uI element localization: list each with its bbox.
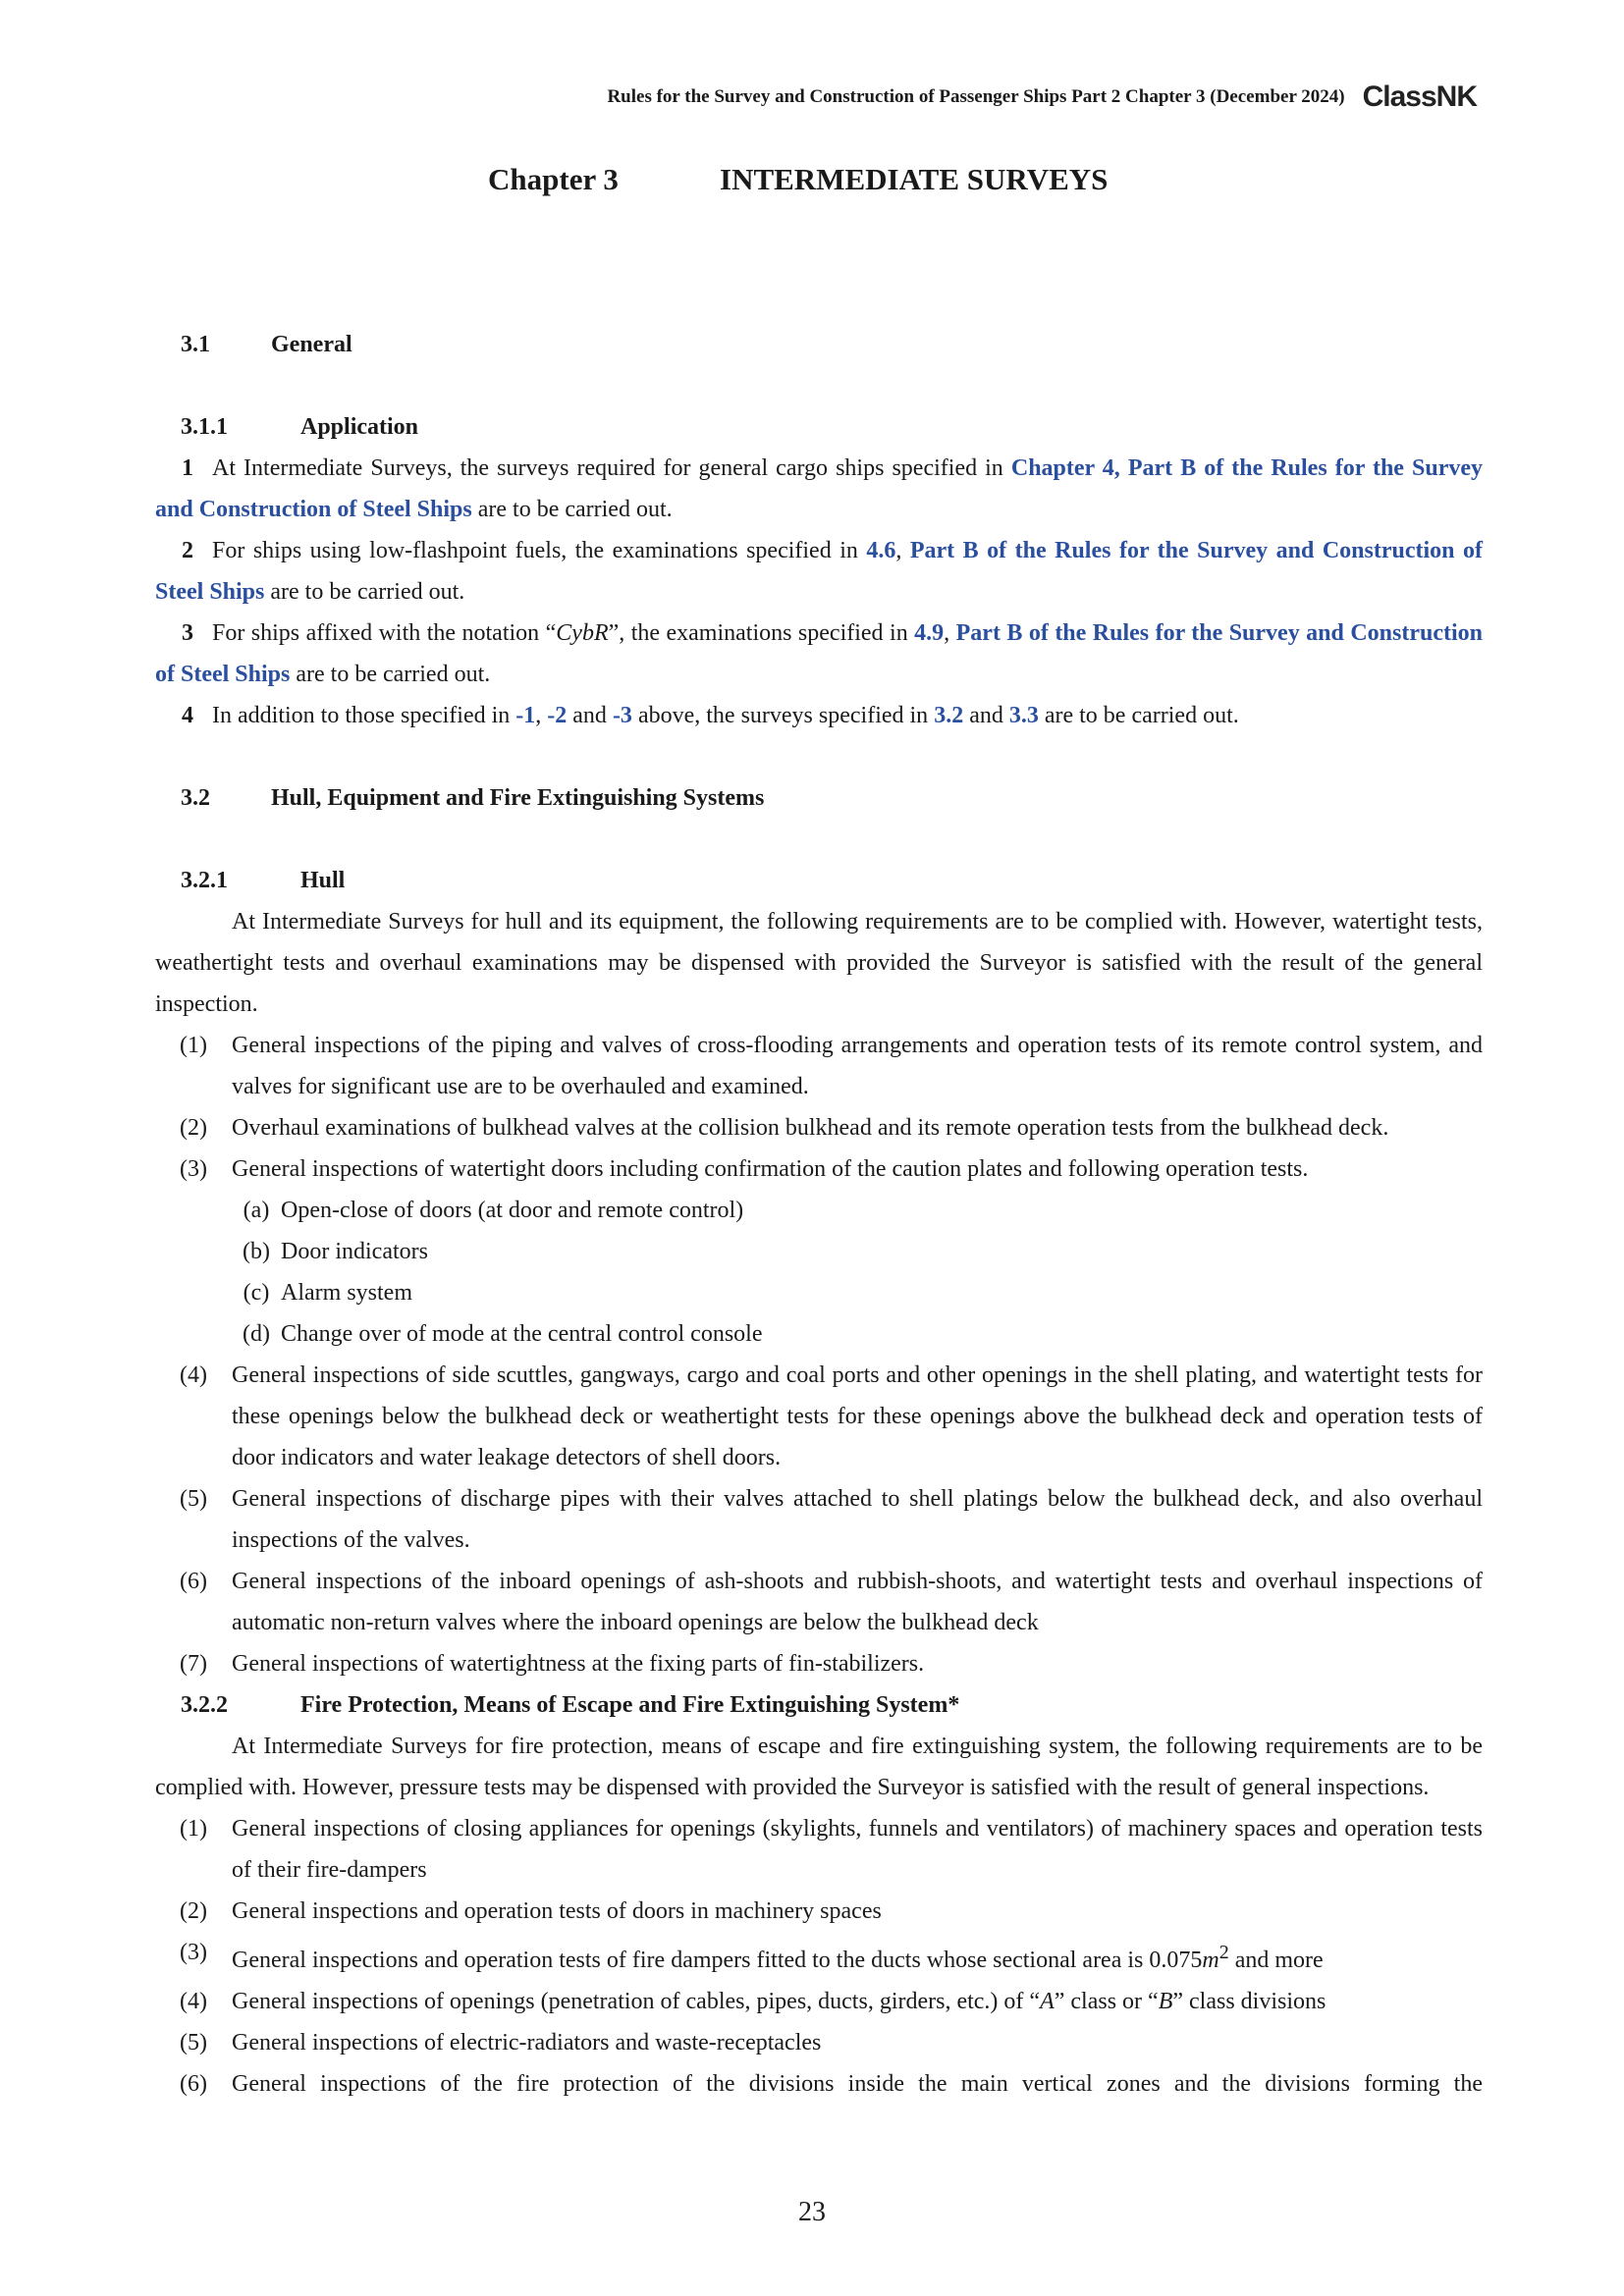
subsection-title: Fire Protection, Means of Escape and Fire Extinguishing System* — [300, 1692, 960, 1718]
intro-paragraph: At Intermediate Surveys for hull and its equipment, the following requirements are to be complied with. However, watertight tests, weathertight tests and overhaul examinations may be dispensed with provided the Surveyor is satisfied with the result of the general inspection. — [155, 909, 1483, 1017]
paragraph-number: 2 — [182, 538, 193, 563]
running-header — [607, 80, 1477, 114]
list-item: (5) General inspections of electric-radiators and waste-receptacles — [180, 2030, 822, 2056]
chapter-title — [488, 162, 1108, 197]
paragraph-number: 1 — [182, 455, 193, 481]
subsection-number: 3.2.1 — [181, 868, 228, 893]
section-heading-3-2 — [181, 777, 1483, 819]
cross-reference-link[interactable]: Part B of the Rules for the Survey and Construction of Steel Ships — [155, 538, 1483, 605]
cross-reference-link[interactable]: -3 — [612, 703, 632, 728]
paragraph-2: 2 For ships using low-flashpoint fuels, the examinations specified in 4.6, Part B of the Rules for the Survey and Construction of Steel Ships are to be carried out. — [155, 530, 1483, 613]
section-heading-3-1 — [181, 324, 1483, 365]
list-item: (4) General inspections of openings (penetration of cables, pipes, ducts, girders, etc.) of “A” class or “B” class divisions — [180, 1989, 1326, 2014]
list-item: (2) General inspections and operation tests of doors in machinery spaces — [180, 1898, 882, 1924]
list-item: (2) Overhaul examinations of bulkhead valves at the collision bulkhead and its remote operation tests from the bulkhead deck. — [180, 1115, 1389, 1141]
cross-reference-link[interactable]: -1 — [515, 703, 536, 728]
list-item: (7) General inspections of watertightness at the fixing parts of fin-stabilizers. — [180, 1651, 925, 1677]
cross-reference-link[interactable]: Part B of the Rules for the Survey and Construction of Steel Ships — [155, 620, 1483, 687]
chapter-number: Chapter 3 — [488, 162, 619, 196]
sub-list-item: (a) Open-close of doors (at door and remote control) — [243, 1198, 744, 1223]
cross-reference-link[interactable]: 4.6 — [866, 538, 896, 563]
paragraph-1: 1 At Intermediate Surveys, the surveys required for general cargo ships specified in Chapter 4, Part B of the Rules for the Survey and Construction of Steel Ships are to be carried out. — [155, 448, 1483, 530]
list-item: (6) General inspections of the fire protection of the divisions inside the main vertical zones and the divisions forming the — [180, 2071, 1483, 2097]
sub-list-item: (d) Change over of mode at the central control console — [243, 1321, 763, 1347]
subsection-number: 3.2.2 — [181, 1692, 228, 1718]
subsection-title: Application — [300, 414, 419, 440]
section-title: General — [271, 332, 352, 357]
paragraph-3: 3 For ships affixed with the notation “CybR”, the examinations specified in 4.9, Part B of the Rules for the Survey and Construction of Steel Ships are to be carried out. — [155, 613, 1483, 695]
paragraph-4: 4 In addition to those specified in -1, -2 and -3 above, the surveys specified in 3.2 and 3.3 are to be carried out. — [155, 695, 1483, 736]
running-title: Rules for the Survey and Construction of Passenger Ships Part 2 Chapter 3 (December 2024) — [607, 86, 1345, 107]
intro-paragraph: At Intermediate Surveys for fire protection, means of escape and fire extinguishing system, the following requirements are to be complied with. However, pressure tests may be dispensed with provided the Surveyor is satisfied with the result of general inspections. — [155, 1734, 1483, 1800]
subsection-title: Hull — [300, 868, 346, 893]
document-body — [155, 324, 1483, 2105]
sub-list-item: (c) Alarm system — [243, 1280, 412, 1306]
page-number: 23 — [798, 2197, 826, 2227]
classnk-logo: ClassNK — [1362, 80, 1477, 113]
cross-reference-link[interactable]: Chapter 4, Part B of the Rules for the Survey and Construction of Steel Ships — [155, 455, 1483, 522]
list-item: (3) General inspections and operation tests of fire dampers fitted to the ducts whose sectional area is $0.075m^2$ and more — [180, 1940, 1324, 1973]
list-item: (5) General inspections of discharge pipes with their valves attached to shell platings below the bulkhead deck, and also overhaul inspections of the valves. — [180, 1486, 1483, 1553]
section-number: 3.1 — [181, 332, 210, 357]
paragraph-number: 4 — [182, 703, 193, 728]
sub-list-item: (b) Door indicators — [243, 1239, 428, 1264]
section-number: 3.2 — [181, 785, 210, 811]
list-item: (3) General inspections of watertight doors including confirmation of the caution plates and following operation tests. — [180, 1156, 1309, 1182]
paragraph-number: 3 — [182, 620, 193, 646]
subsection-number: 3.1.1 — [181, 414, 228, 440]
list-item: (1) General inspections of the piping and valves of cross-flooding arrangements and operation tests of its remote control system, and valves for significant use are to be overhauled and examined. — [180, 1033, 1483, 1099]
list-item: (6) General inspections of the inboard openings of ash-shoots and rubbish-shoots, and watertight tests and overhaul inspections of automatic non-return valves where the inboard openings are below the bulkhead deck — [180, 1569, 1483, 1635]
subsection-heading-3-2-2 — [181, 1684, 1483, 1726]
cross-reference-link[interactable]: 3.2 — [934, 703, 964, 728]
subsection-heading-3-1-1 — [181, 406, 1483, 448]
section-title: Hull, Equipment and Fire Extinguishing Systems — [271, 785, 765, 811]
chapter-name: INTERMEDIATE SURVEYS — [720, 162, 1109, 196]
list-item: (1) General inspections of closing appliances for openings (skylights, funnels and ventilators) of machinery spaces and operation tests of their fire-dampers — [180, 1816, 1483, 1883]
list-item: (4) General inspections of side scuttles, gangways, cargo and coal ports and other openings in the shell plating, and watertight tests for these openings below the bulkhead deck or weathertight tests for these openings above the bulkhead deck and operation tests of door indicators and water leakage detectors of shell doors. — [180, 1362, 1483, 1470]
cross-reference-link[interactable]: -2 — [547, 703, 568, 728]
cross-reference-link[interactable]: 3.3 — [1008, 703, 1039, 728]
subsection-heading-3-2-1 — [181, 860, 1483, 901]
cross-reference-link[interactable]: 4.9 — [914, 620, 945, 646]
